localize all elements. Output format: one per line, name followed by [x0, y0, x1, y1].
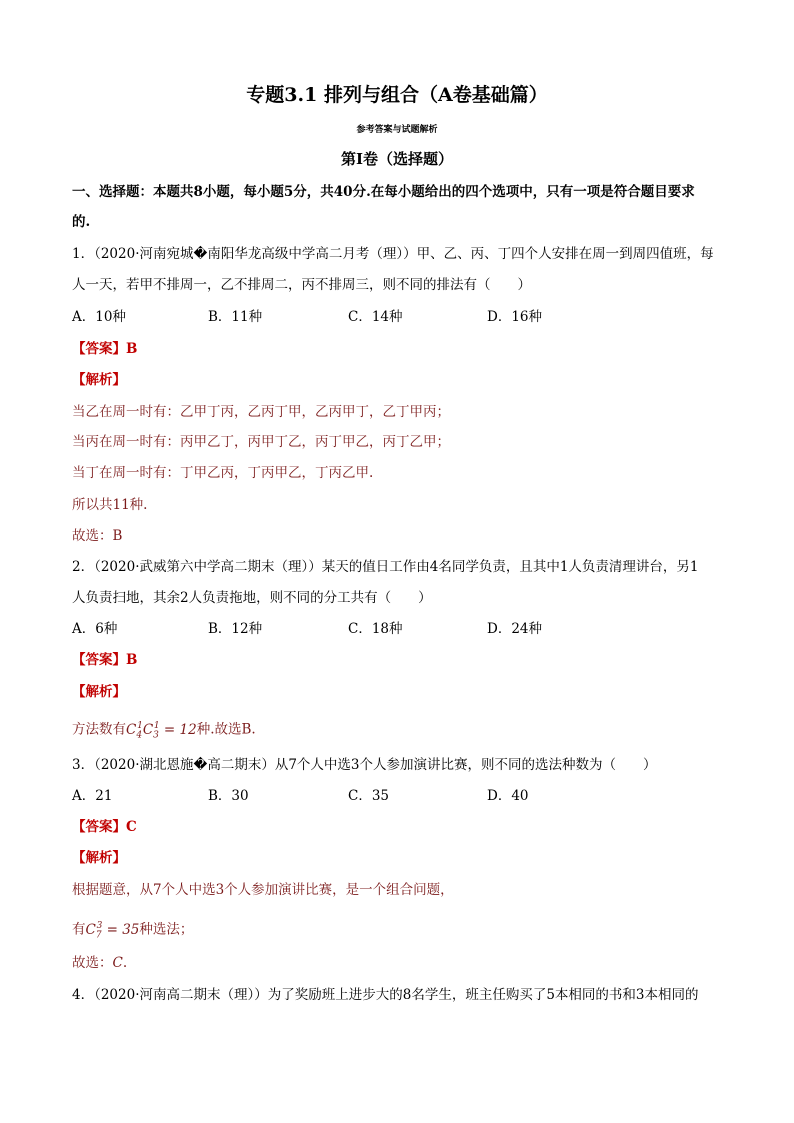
- question-2-option-c: C．18种: [348, 621, 403, 637]
- question-3-option-c: C．35: [348, 788, 390, 804]
- question-1-option-b: B．11种: [208, 309, 263, 325]
- question-2-line-2: 人负责扫地，其余2人负责拖地，则不同的分工共有（ ）: [72, 590, 432, 606]
- question-1-line-2: 人一天，若甲不排周一，乙不排周二，丙不排周三，则不同的排法有（ ）: [72, 277, 531, 293]
- question-2-analysis: [72, 716, 256, 745]
- question-1-option-a: A．10种: [72, 309, 126, 325]
- question-2-analysis-suffix: 种.故选B.: [196, 721, 256, 738]
- question-3-conclusion-letter: C: [112, 955, 123, 971]
- question-3-analysis-suffix: 种选法；: [139, 921, 194, 938]
- section-heading: 第Ⅰ卷（选择题）: [340, 150, 454, 168]
- question-3-option-d: D．40: [487, 788, 529, 804]
- question-4-line-1: 4．（2020·河南高二期末（理））为了奖励班上进步大的8名学生，班主任购买了5本相同的书和3本相同的: [72, 987, 699, 1003]
- question-3-option-b: B．30: [208, 788, 249, 804]
- question-3-line-1: 3．（2020·湖北恩施�高二期末）从7个人中选3个人参加演讲比赛，则不同的选法种数为（ ）: [72, 757, 657, 773]
- question-2-answer: 【答案】B: [72, 652, 138, 668]
- question-2-option-a: A．6种: [72, 621, 118, 637]
- question-2-option-b: B．12种: [208, 621, 263, 637]
- question-2-formula: $C_4^1C_3^1 = 12$: [126, 721, 197, 741]
- question-2-line-1: 2．（2020·武威第六中学高二期末（理））某天的值日工作由4名同学负责，且其中1人负责清理讲台，另1: [72, 559, 699, 575]
- question-1-analysis-label: 【解析】: [72, 372, 126, 388]
- question-3-formula: $C_7^3 = 35$: [85, 921, 140, 941]
- question-3-analysis-line-2: [72, 916, 193, 945]
- question-1-analysis-line-1: 当乙在周一时有：乙甲丁丙，乙丙丁甲，乙丙甲丁，乙丁甲丙；: [72, 404, 450, 420]
- question-2-analysis-label: 【解析】: [72, 684, 126, 700]
- page-title: 专题3.1 排列与组合（A卷基础篇）: [246, 84, 548, 106]
- page-subtitle: 参考答案与试题解析: [356, 125, 438, 135]
- question-1-answer: 【答案】B: [72, 341, 138, 357]
- question-1-option-c: C．14种: [348, 309, 403, 325]
- question-3-analysis-label: 【解析】: [72, 850, 126, 866]
- instructions-line-1: 一、选择题：本题共8小题，每小题5分，共40分.在每小题给出的四个选项中，只有一项是符合题目要求: [72, 184, 695, 200]
- question-1-analysis-line-3: 当丁在周一时有：丁甲乙丙，丁丙甲乙，丁丙乙甲.: [72, 465, 374, 481]
- question-3-conclusion-prefix: 故选：: [72, 955, 113, 971]
- question-3-analysis-line-1: 根据题意，从7个人中选3个人参加演讲比赛，是一个组合问题，: [72, 882, 454, 898]
- question-1-analysis-line-4: 所以共11种.: [72, 497, 148, 513]
- question-2-option-d: D．24种: [487, 621, 543, 637]
- question-1-analysis-line-2: 当丙在周一时有：丙甲乙丁，丙甲丁乙，丙丁甲乙，丙丁乙甲；: [72, 434, 450, 450]
- question-1-option-d: D．16种: [487, 309, 543, 325]
- question-3-option-a: A．21: [72, 788, 113, 804]
- question-3-answer: 【答案】C: [72, 819, 137, 835]
- instructions-line-2: 的.: [72, 214, 91, 230]
- question-3-analysis-prefix: 有: [72, 921, 86, 938]
- question-3-conclusion-suffix: .: [122, 955, 128, 971]
- question-3-analysis-line-3: [72, 953, 127, 973]
- question-2-analysis-prefix: 方法数有: [72, 721, 126, 738]
- question-1-line-1: 1．（2020·河南宛城�南阳华龙高级中学高二月考（理））甲、乙、丙、丁四个人安排在周一到周四值班，每: [72, 246, 714, 262]
- question-1-analysis-line-5: 故选：B: [72, 528, 123, 544]
